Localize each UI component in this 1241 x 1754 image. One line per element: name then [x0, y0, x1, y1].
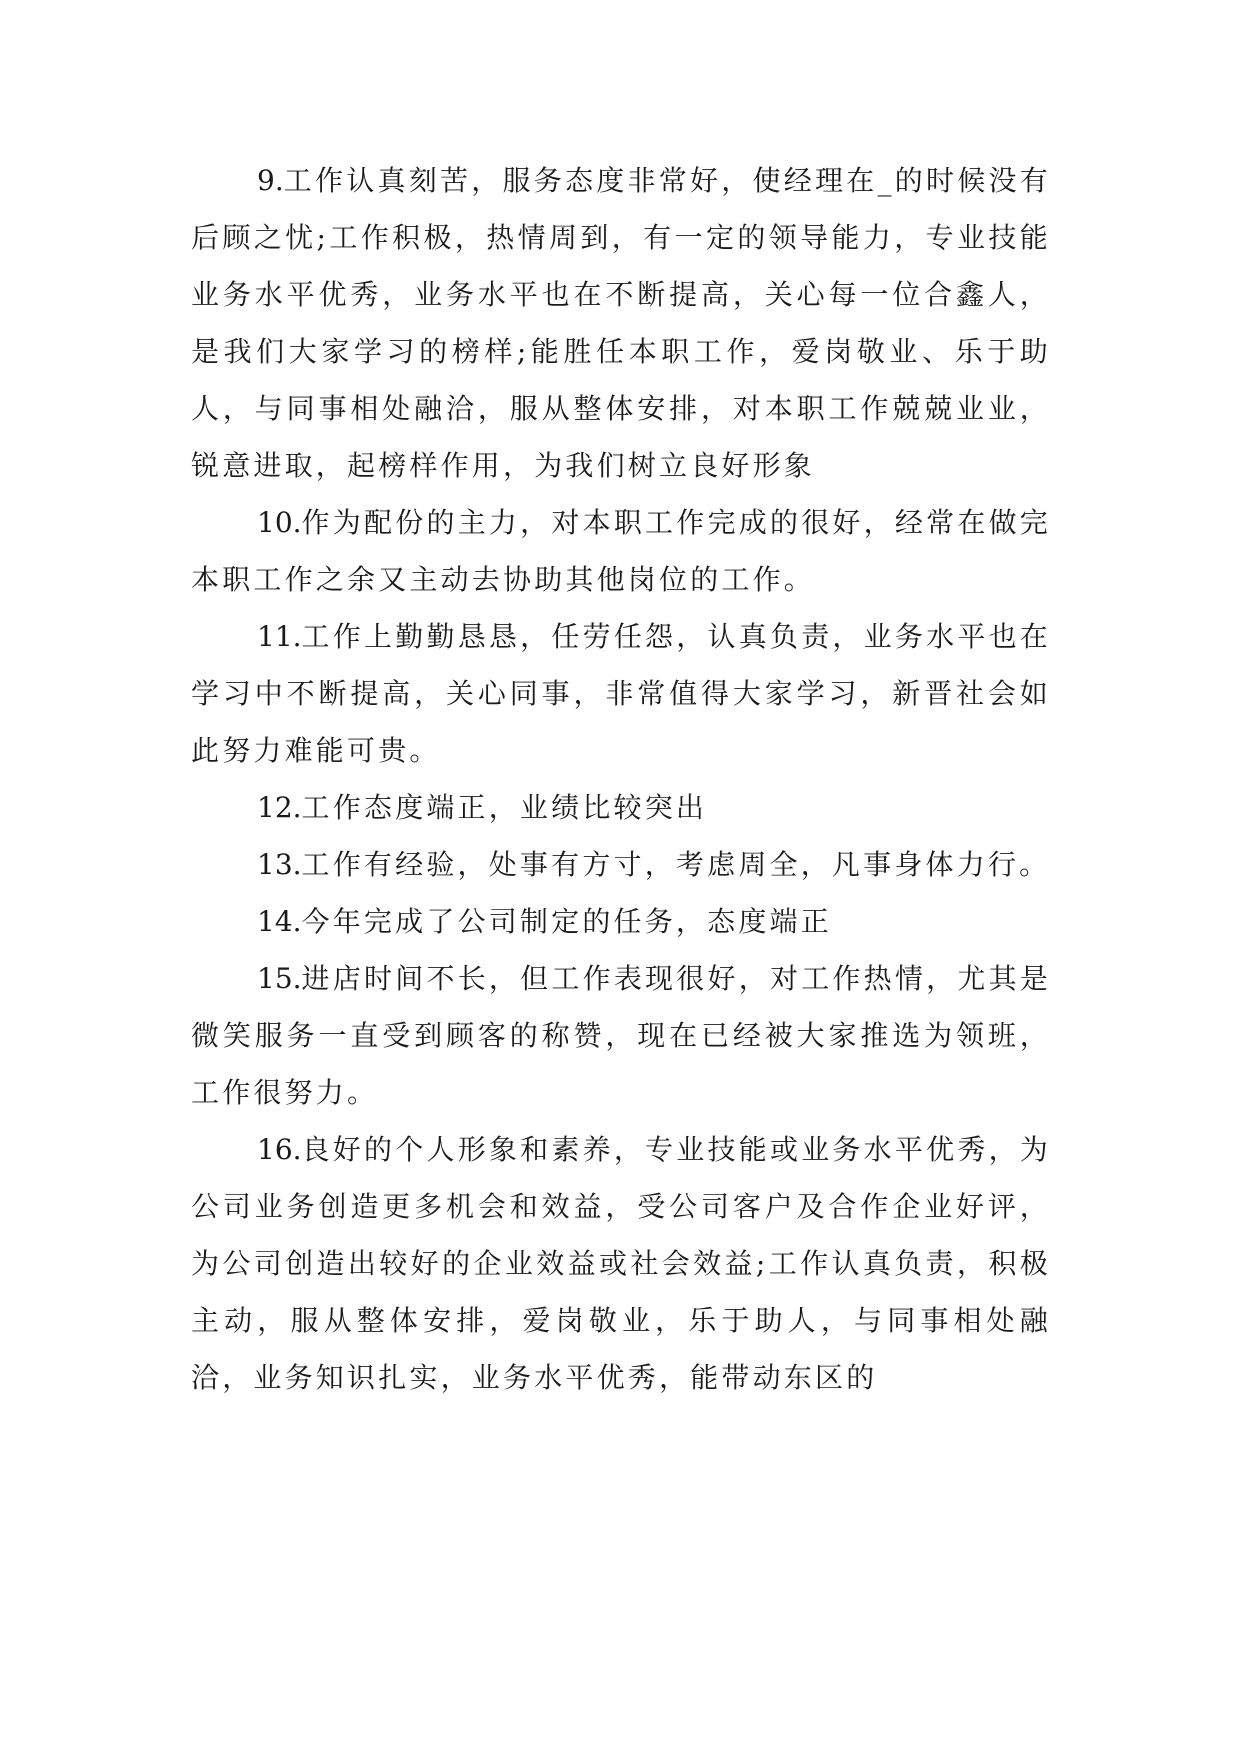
- paragraph-number: 16.: [257, 1133, 302, 1166]
- paragraph-16: [191, 1121, 1051, 1406]
- paragraph-text: 工作上勤勤恳恳，任劳任怨，认真负责，业务水平也在学习中不断提高，关心同事，非常值得大家学习，新晋社会如此努力难能可贵。: [191, 620, 1051, 767]
- paragraph-number: 10.: [257, 506, 302, 539]
- paragraph-number: 12.: [257, 791, 302, 824]
- paragraph-text: 今年完成了公司制定的任务，态度端正: [301, 905, 832, 938]
- paragraph-10: [191, 494, 1051, 608]
- paragraph-text: 进店时间不长，但工作表现很好，对工作热情，尤其是微笑服务一直受到顾客的称赞，现在已经被大家推选为领班，工作很努力。: [191, 962, 1051, 1109]
- paragraph-text: 良好的个人形象和素养，专业技能或业务水平优秀，为公司业务创造更多机会和效益，受公司客户及合作企业好评，为公司创造出较好的企业效益或社会效益;工作认真负责，积极主动，服从整体安排，爱岗敬业，乐于助人，与同事相处融洽，业务知识扎实，业务水平优秀，能带动东区的: [191, 1133, 1051, 1394]
- paragraph-12: [191, 779, 1051, 836]
- paragraph-number: 9.: [257, 164, 284, 197]
- paragraph-text: 作为配份的主力，对本职工作完成的很好，经常在做完本职工作之余又主动去协助其他岗位的工作。: [191, 506, 1051, 596]
- paragraph-text: 工作有经验，处事有方寸，考虑周全，凡事身体力行。: [301, 848, 1051, 881]
- document-body: [191, 152, 1051, 1406]
- paragraph-number: 11.: [257, 620, 302, 653]
- paragraph-15: [191, 950, 1051, 1121]
- paragraph-text: 工作认真刻苦，服务态度非常好，使经理在_的时候没有后顾之忧;工作积极，热情周到，有一定的领导能力，专业技能业务水平优秀，业务水平也在不断提高，关心每一位合鑫人，是我们大家学习的榜样;能胜任本职工作，爱岗敬业、乐于助人，与同事相处融洽，服从整体安排，对本职工作兢兢业业，锐意进取，起榜样作用，为我们树立良好形象: [191, 164, 1051, 482]
- paragraph-number: 13.: [257, 848, 302, 881]
- paragraph-number: 14.: [257, 905, 302, 938]
- paragraph-14: [191, 893, 1051, 950]
- paragraph-9: [191, 152, 1051, 494]
- paragraph-13: [191, 836, 1051, 893]
- paragraph-number: 15.: [257, 962, 302, 995]
- paragraph-11: [191, 608, 1051, 779]
- paragraph-text: 工作态度端正，业绩比较突出: [301, 791, 708, 824]
